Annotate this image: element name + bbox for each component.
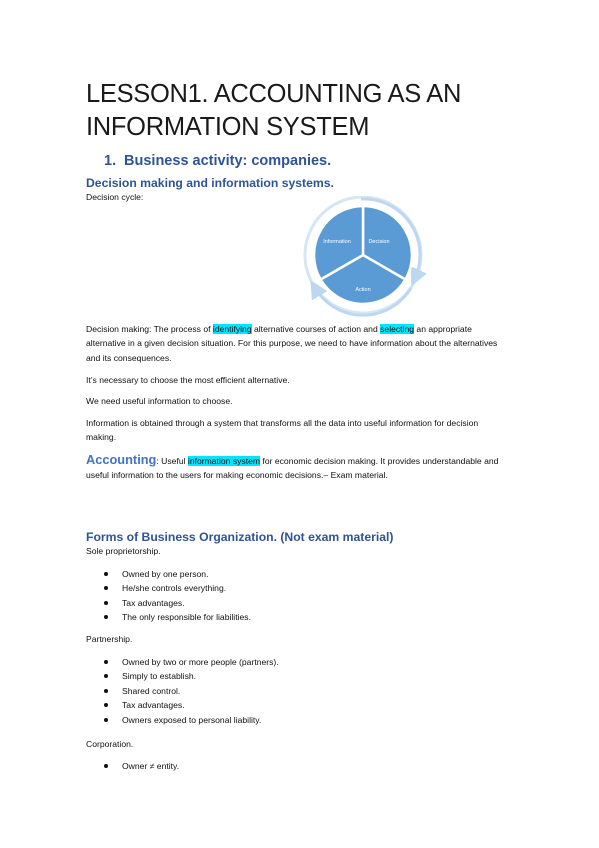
list-item (104, 684, 279, 698)
list-item-text: Shared control. (122, 685, 181, 696)
list-item (104, 698, 279, 712)
paragraph-information-system: Information is obtained through a system that transforms all the data into useful information for decision making. (86, 418, 479, 443)
label-partnership: Partnership. (86, 634, 133, 644)
accounting-term: Accounting (86, 452, 157, 467)
definition-text-start: Decision making: The process of (86, 324, 213, 334)
bullet-icon (104, 615, 108, 619)
bullet-icon (104, 718, 108, 722)
list-item (104, 581, 251, 595)
bullet-icon (104, 586, 108, 590)
list-item (104, 669, 279, 683)
definition-text-end: an appropriate alternative in a given decision situation. For this purpose, we need to have information about the alternatives and its consequences. (86, 324, 498, 363)
list-corporation (104, 759, 179, 773)
section-number: 1. (104, 153, 117, 169)
list-item-text: The only responsible for liabilities. (122, 612, 251, 623)
section-title: Business activity: companies. (124, 153, 332, 169)
cycle-label-action: Action (355, 287, 371, 293)
bullet-icon (104, 660, 108, 664)
label-corporation: Corporation. (86, 739, 134, 749)
decision-making-definition (86, 322, 506, 365)
list-item (104, 713, 279, 727)
list-item-text: Simply to establish. (122, 671, 197, 682)
label-sole-proprietorship: Sole proprietorship. (86, 546, 161, 556)
highlight-selecting: selecting (380, 324, 415, 334)
cycle-label-decision: Decision (368, 239, 390, 245)
list-item-text: Owned by two or more people (partners). (122, 657, 279, 667)
accounting-colon-text: : Useful (156, 456, 188, 466)
list-item-text: Owner ≠ entity. (122, 761, 180, 771)
highlight-information-system: information system (187, 456, 261, 466)
list-item-text: Tax advantages. (122, 597, 185, 608)
decision-cycle-diagram (303, 196, 427, 318)
highlight-identifying: identifying (212, 324, 252, 334)
bullet-icon (104, 572, 108, 576)
subheading-decision-making: Decision making and information systems. (86, 176, 334, 190)
list-item (104, 610, 251, 624)
list-item (104, 567, 251, 581)
list-item-text: Owned by one person. (122, 569, 209, 579)
list-item (104, 759, 179, 773)
bullet-icon (104, 703, 108, 707)
section-heading-business-activity (104, 153, 331, 169)
list-item-text: He/she controls everything. (122, 583, 227, 594)
paragraph-useful-information: We need useful information to choose. (86, 396, 233, 406)
bullet-icon (104, 764, 108, 768)
bullet-icon (104, 689, 108, 693)
bullet-icon (104, 601, 108, 605)
cycle-label-information: Information (323, 239, 351, 245)
list-item-text: Tax advantages. (122, 700, 185, 711)
subheading-forms-of-business: Forms of Business Organization. (Not exam material) (86, 530, 394, 544)
bullet-icon (104, 674, 108, 678)
decision-cycle-label: Decision cycle: (86, 192, 144, 202)
list-item-text: Owners exposed to personal liability. (122, 714, 262, 725)
definition-text-middle: alternative courses of action and (251, 324, 381, 334)
accounting-definition (86, 453, 506, 483)
page-title: LESSON1. ACCOUNTING AS AN INFORMATION SYSTEM (86, 80, 462, 141)
list-item (104, 655, 279, 669)
paragraph-efficient-alternative: It’s necessary to choose the most efficient alternative. (86, 375, 290, 385)
list-item (104, 596, 251, 610)
list-sole-proprietorship (104, 567, 251, 625)
list-partnership (104, 655, 279, 727)
accounting-rest-text: for economic decision making. It provides understandable and useful information to the users for making economic decisions.– Exam material. (86, 456, 499, 481)
